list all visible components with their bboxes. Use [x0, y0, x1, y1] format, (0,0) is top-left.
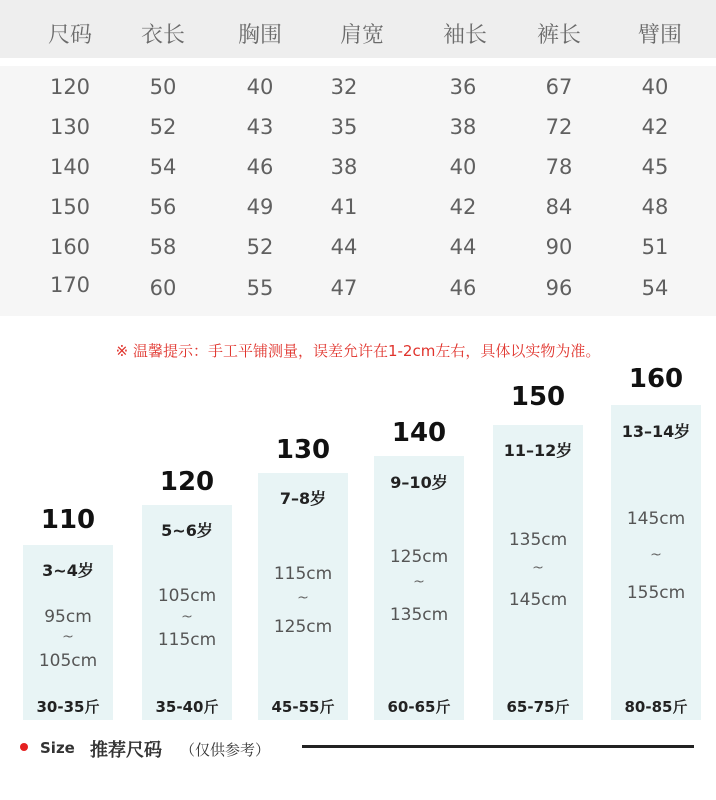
table-cell: 84 [545, 195, 573, 219]
table-cell: 46 [246, 155, 274, 179]
weight-range: 65-75斤 [506, 698, 570, 716]
table-cell: 54 [641, 276, 669, 300]
tilde: ~ [650, 547, 662, 563]
table-cell: 60 [149, 276, 177, 300]
age-range: 3~4岁 [42, 561, 94, 580]
height-to: 105cm [38, 651, 98, 671]
table-cell: 72 [545, 115, 573, 139]
table-cell: 52 [246, 235, 274, 259]
measurement-notice: ※ 温馨提示：手工平铺测量，误差允许在1-2cm左右，具体以实物为准。 [115, 342, 601, 360]
table-cell: 140 [49, 155, 91, 179]
size-label-120: 120 [159, 467, 215, 497]
height-to: 115cm [157, 630, 217, 650]
header-arm: 臂围 [637, 23, 682, 48]
table-cell: 48 [641, 195, 669, 219]
table-cell: 50 [149, 75, 177, 99]
footer-divider [302, 745, 694, 748]
table-cell: 38 [330, 155, 358, 179]
height-from: 125cm [389, 547, 449, 567]
height-from: 105cm [157, 586, 217, 606]
table-cell: 44 [330, 235, 358, 259]
size-label-150: 150 [510, 382, 566, 412]
table-cell: 52 [149, 115, 177, 139]
tilde: ~ [181, 609, 193, 625]
size-label-140: 140 [391, 418, 447, 448]
tilde: ~ [297, 590, 309, 606]
table-cell: 41 [330, 195, 358, 219]
height-to: 125cm [273, 617, 333, 637]
height-from: 145cm [626, 509, 686, 529]
table-cell: 42 [641, 115, 669, 139]
table-cell: 90 [545, 235, 573, 259]
size-label-160: 160 [628, 364, 684, 394]
height-to: 135cm [389, 605, 449, 625]
table-cell: 40 [246, 75, 274, 99]
header-length: 衣长 [140, 23, 185, 48]
weight-range: 45-55斤 [271, 698, 335, 716]
height-from: 115cm [273, 564, 333, 584]
table-cell: 46 [449, 276, 477, 300]
table-cell: 47 [330, 276, 358, 300]
age-range: 13–14岁 [621, 422, 691, 441]
height-to: 145cm [508, 590, 568, 610]
size-label: Size [40, 739, 75, 757]
table-cell: 38 [449, 115, 477, 139]
table-cell: 78 [545, 155, 573, 179]
table-cell: 51 [641, 235, 669, 259]
table-cell: 160 [49, 235, 91, 259]
table-cell: 55 [246, 276, 274, 300]
height-to: 155cm [626, 583, 686, 603]
weight-range: 35-40斤 [155, 698, 219, 716]
table-cell: 44 [449, 235, 477, 259]
tilde: ~ [532, 560, 544, 576]
age-range: 11–12岁 [503, 441, 573, 460]
table-cell: 56 [149, 195, 177, 219]
table-cell: 150 [49, 195, 91, 219]
table-cell: 32 [330, 75, 358, 99]
footer-subtitle: （仅供参考） [180, 741, 271, 759]
red-dot-icon [20, 743, 28, 751]
table-cell: 67 [545, 75, 573, 99]
size-label-130: 130 [275, 435, 331, 465]
age-range: 9–10岁 [390, 473, 448, 492]
weight-range: 60-65斤 [387, 698, 451, 716]
table-cell: 40 [449, 155, 477, 179]
footer-title: 推荐尺码 [90, 740, 162, 761]
weight-range: 80-85斤 [624, 698, 688, 716]
table-cell: 36 [449, 75, 477, 99]
table-cell: 42 [449, 195, 477, 219]
age-range: 5~6岁 [161, 521, 213, 540]
age-range: 7–8岁 [279, 489, 327, 508]
table-cell: 58 [149, 235, 177, 259]
header-sleeve: 袖长 [442, 23, 487, 48]
height-from: 95cm [44, 607, 92, 627]
table-cell: 40 [641, 75, 669, 99]
size-label-110: 110 [40, 505, 96, 535]
table-cell: 49 [246, 195, 274, 219]
header-size: 尺码 [47, 23, 92, 48]
table-cell: 54 [149, 155, 177, 179]
tilde: ~ [62, 629, 74, 645]
height-from: 135cm [508, 530, 568, 550]
weight-range: 30-35斤 [36, 698, 100, 716]
table-cell: 45 [641, 155, 669, 179]
table-cell: 120 [49, 75, 91, 99]
table-cell: 170 [49, 273, 91, 297]
header-shoulder: 肩宽 [339, 23, 384, 48]
header-chest: 胸围 [237, 23, 282, 48]
header-pants-length: 裤长 [536, 23, 581, 48]
tilde: ~ [413, 574, 425, 590]
table-cell: 130 [49, 115, 91, 139]
table-cell: 43 [246, 115, 274, 139]
table-cell: 96 [545, 276, 573, 300]
table-cell: 35 [330, 115, 358, 139]
